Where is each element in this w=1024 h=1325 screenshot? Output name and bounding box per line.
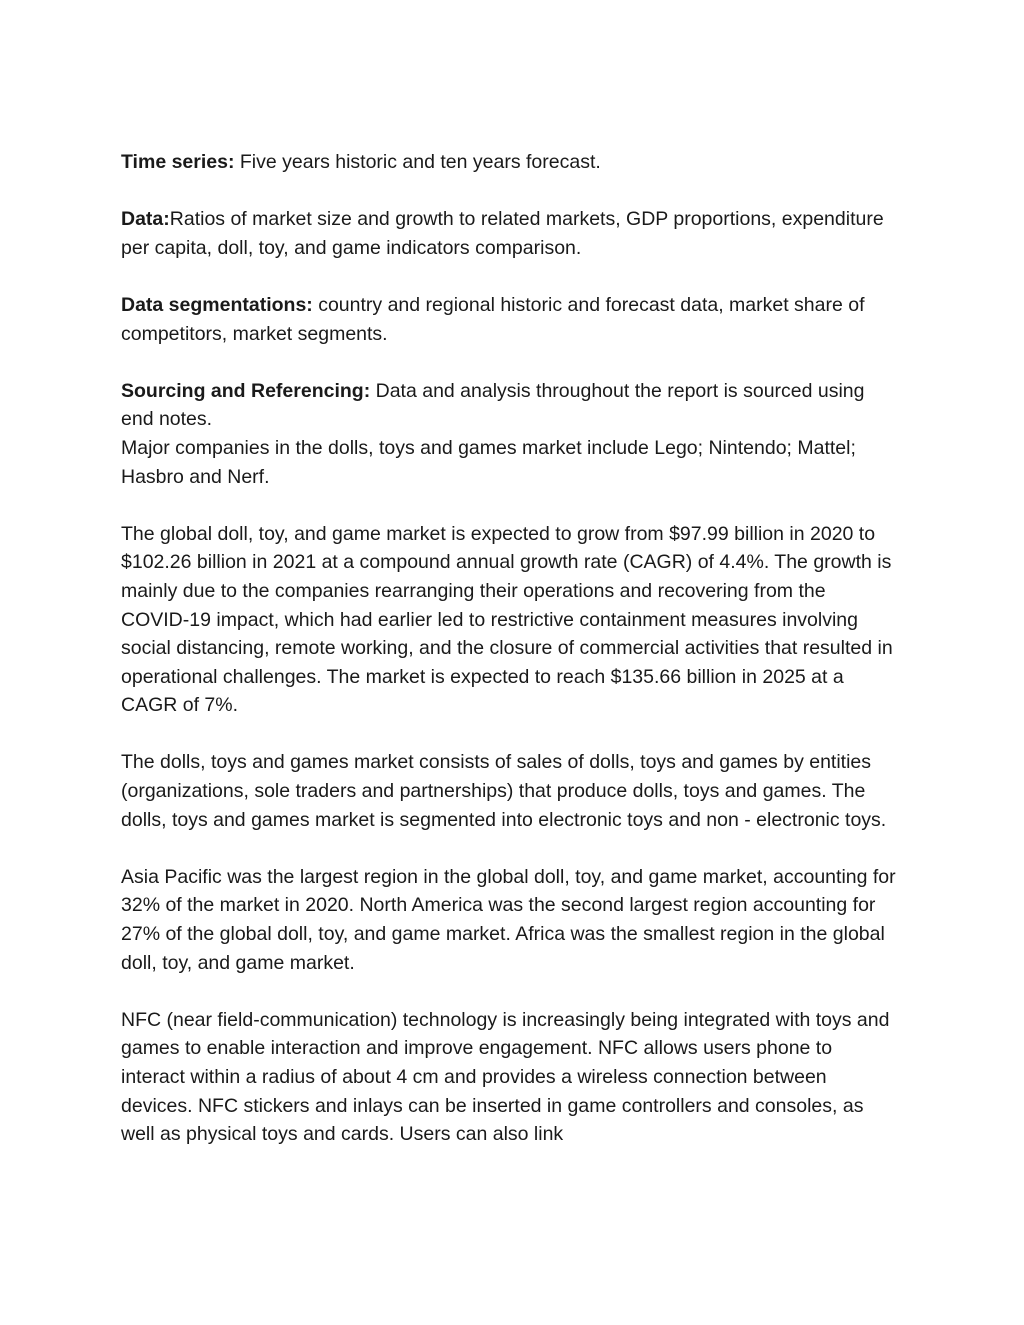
data-text: Ratios of market size and growth to related markets, GDP proportions, expenditure per capita, doll, toy, and game indicators comparison. — [121, 208, 884, 259]
time-series-paragraph — [121, 148, 896, 177]
nfc-paragraph: NFC (near field-communication) technology is increasingly being integrated with toys and games to enable interaction and improve engagement. NFC allows users phone to interact within a radius of about 4 cm and provides a wireless connection between devices. NFC stickers and inlays can be inserted in game controllers and consoles, as well as physical toys and cards. Users can also link — [121, 1008, 890, 1146]
data-paragraph — [121, 205, 896, 262]
time-series-label: Time series: — [121, 151, 235, 173]
time-series-text: Five years historic and ten years forecast. — [234, 151, 601, 173]
data-label: Data: — [121, 208, 170, 231]
global-market-paragraph: The global doll, toy, and game market is expected to grow from $97.99 billion in 2020 to $102.26 billion in 2021 at a compound annual growth rate (CAGR) of 4.4%. The growth is mainly due to the companies rearranging their operations and recovering from the COVID-19 impact, which had earlier led to restrictive containment measures involving social distancing, remote working, and the closure of commercial activities that resulted in operational challenges. The market is expected to reach $135.66 billion in 2025 at a CAGR of 7%. — [121, 522, 893, 717]
regions-paragraph: Asia Pacific was the largest region in the global doll, toy, and game market, accounting for 32% of the market in 2020. North America was the second largest region accounting for 27% of the global doll, toy, and game market. Africa was the smallest region in the global doll, toy, and game market. — [121, 865, 896, 974]
segmentations-label: Data segmentations: — [121, 293, 313, 316]
segmentations-paragraph — [121, 291, 896, 348]
companies-paragraph: Major companies in the dolls, toys and games market include Lego; Nintendo; Mattel; Hasbro and Nerf. — [121, 436, 856, 488]
document-page — [121, 148, 896, 1149]
market-definition-paragraph: The dolls, toys and games market consists of sales of dolls, toys and games by entities (organizations, sole traders and partnerships) that produce dolls, toys and games. The dolls, toys and games market is segmented into electronic toys and non - electronic toys. — [121, 751, 887, 831]
segmentations-text: country and regional historic and forecast data, market share of competitors, market segments. — [121, 293, 865, 345]
sourcing-text: Data and analysis throughout the report is sourced using end notes. — [121, 379, 865, 431]
sourcing-label: Sourcing and Referencing: — [121, 379, 371, 402]
sourcing-paragraph — [121, 377, 896, 434]
